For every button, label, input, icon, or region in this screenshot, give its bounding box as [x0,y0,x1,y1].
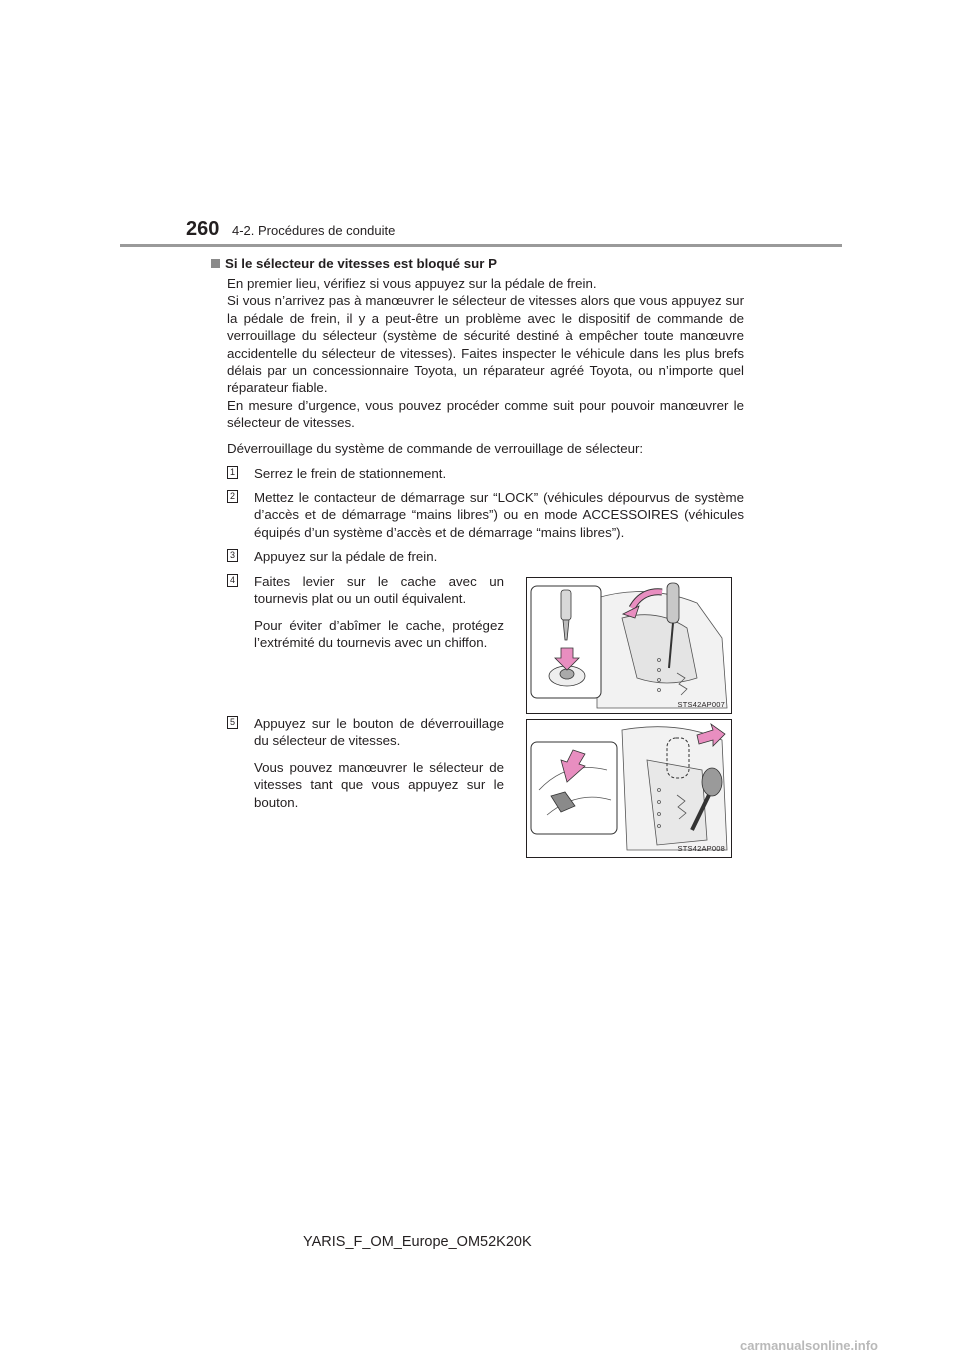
figure-release-button [526,719,732,858]
step-number-box: 5 [227,716,238,729]
step-5-note: Vous pouvez manœuvrer le sélecteur de vitesses tant que vous appuyez sur le bouton. [254,759,504,810]
step-4-note: Pour éviter d’abîmer le cache, protégez l’extrémité du tournevis avec un chiffon. [254,617,504,651]
section-heading [211,256,497,271]
figure-label: STS42AP007 [677,700,725,709]
square-bullet-icon [211,259,220,268]
watermark: carmanualsonline.info [740,1338,878,1353]
step-5-text [254,715,504,811]
step-4-text [254,573,504,652]
intro-paragraph-3: En mesure d’urgence, vous pouvez procéder comme suit pour pouvoir manœuvrer le sélecteur de vitesses. [227,397,744,431]
heading-text: Si le sélecteur de vitesses est bloqué sur P [225,256,497,271]
shift-lever-illustration [527,720,731,857]
intro-paragraph-1: En premier lieu, vérifiez si vous appuyez sur la pédale de frein. [227,276,597,291]
unlock-procedure-intro: Déverrouillage du système de commande de verrouillage de sélecteur: [227,441,644,456]
step-5-instruction: Appuyez sur le bouton de déverrouillage du sélecteur de vitesses. [254,716,504,749]
intro-paragraph-2: Si vous n’arrivez pas à manœuvrer le sélecteur de vitesses alors que vous appuyez sur la pédale de frein, il y a peut-être un problème avec le dispositif de commande de verrouillage du sélecteur (système de sécurité destiné à empêcher toute manœuvre accidentelle du sélecteur de vitesses). Faites inspecter le véhicule dans les plus brefs délais par un concessionnaire Toyota, un réparateur agréé Toyota, ou n’importe quel réparateur fiable. [227,293,744,396]
step-number-box: 1 [227,466,238,479]
step-number-box: 3 [227,549,238,562]
step-number-box: 2 [227,490,238,503]
footer-document-code: YARIS_F_OM_Europe_OM52K20K [303,1234,532,1250]
figure-pry-cover [526,577,732,714]
step-2-text: Mettez le contacteur de démarrage sur “LOCK” (véhicules dépourvus de système d’accès et de démarrage “mains libres”) ou en mode ACCESSOIRES (véhicules équipés d’un système d’accès et de démarrage “mains libres”). [254,490,744,540]
step-number-box: 4 [227,574,238,587]
step-1-text: Serrez le frein de stationnement. [254,466,447,481]
intro-text [227,275,744,432]
header-rule [120,244,842,247]
step-3-text: Appuyez sur la pédale de frein. [254,549,438,564]
screwdriver-illustration [527,578,731,713]
section-title: 4-2. Procédures de conduite [232,223,396,238]
page-number: 260 [186,218,220,240]
step-4-instruction: Faites levier sur le cache avec un tournevis plat ou un outil équivalent. [254,574,504,607]
figure-label: STS42AP008 [677,844,725,853]
